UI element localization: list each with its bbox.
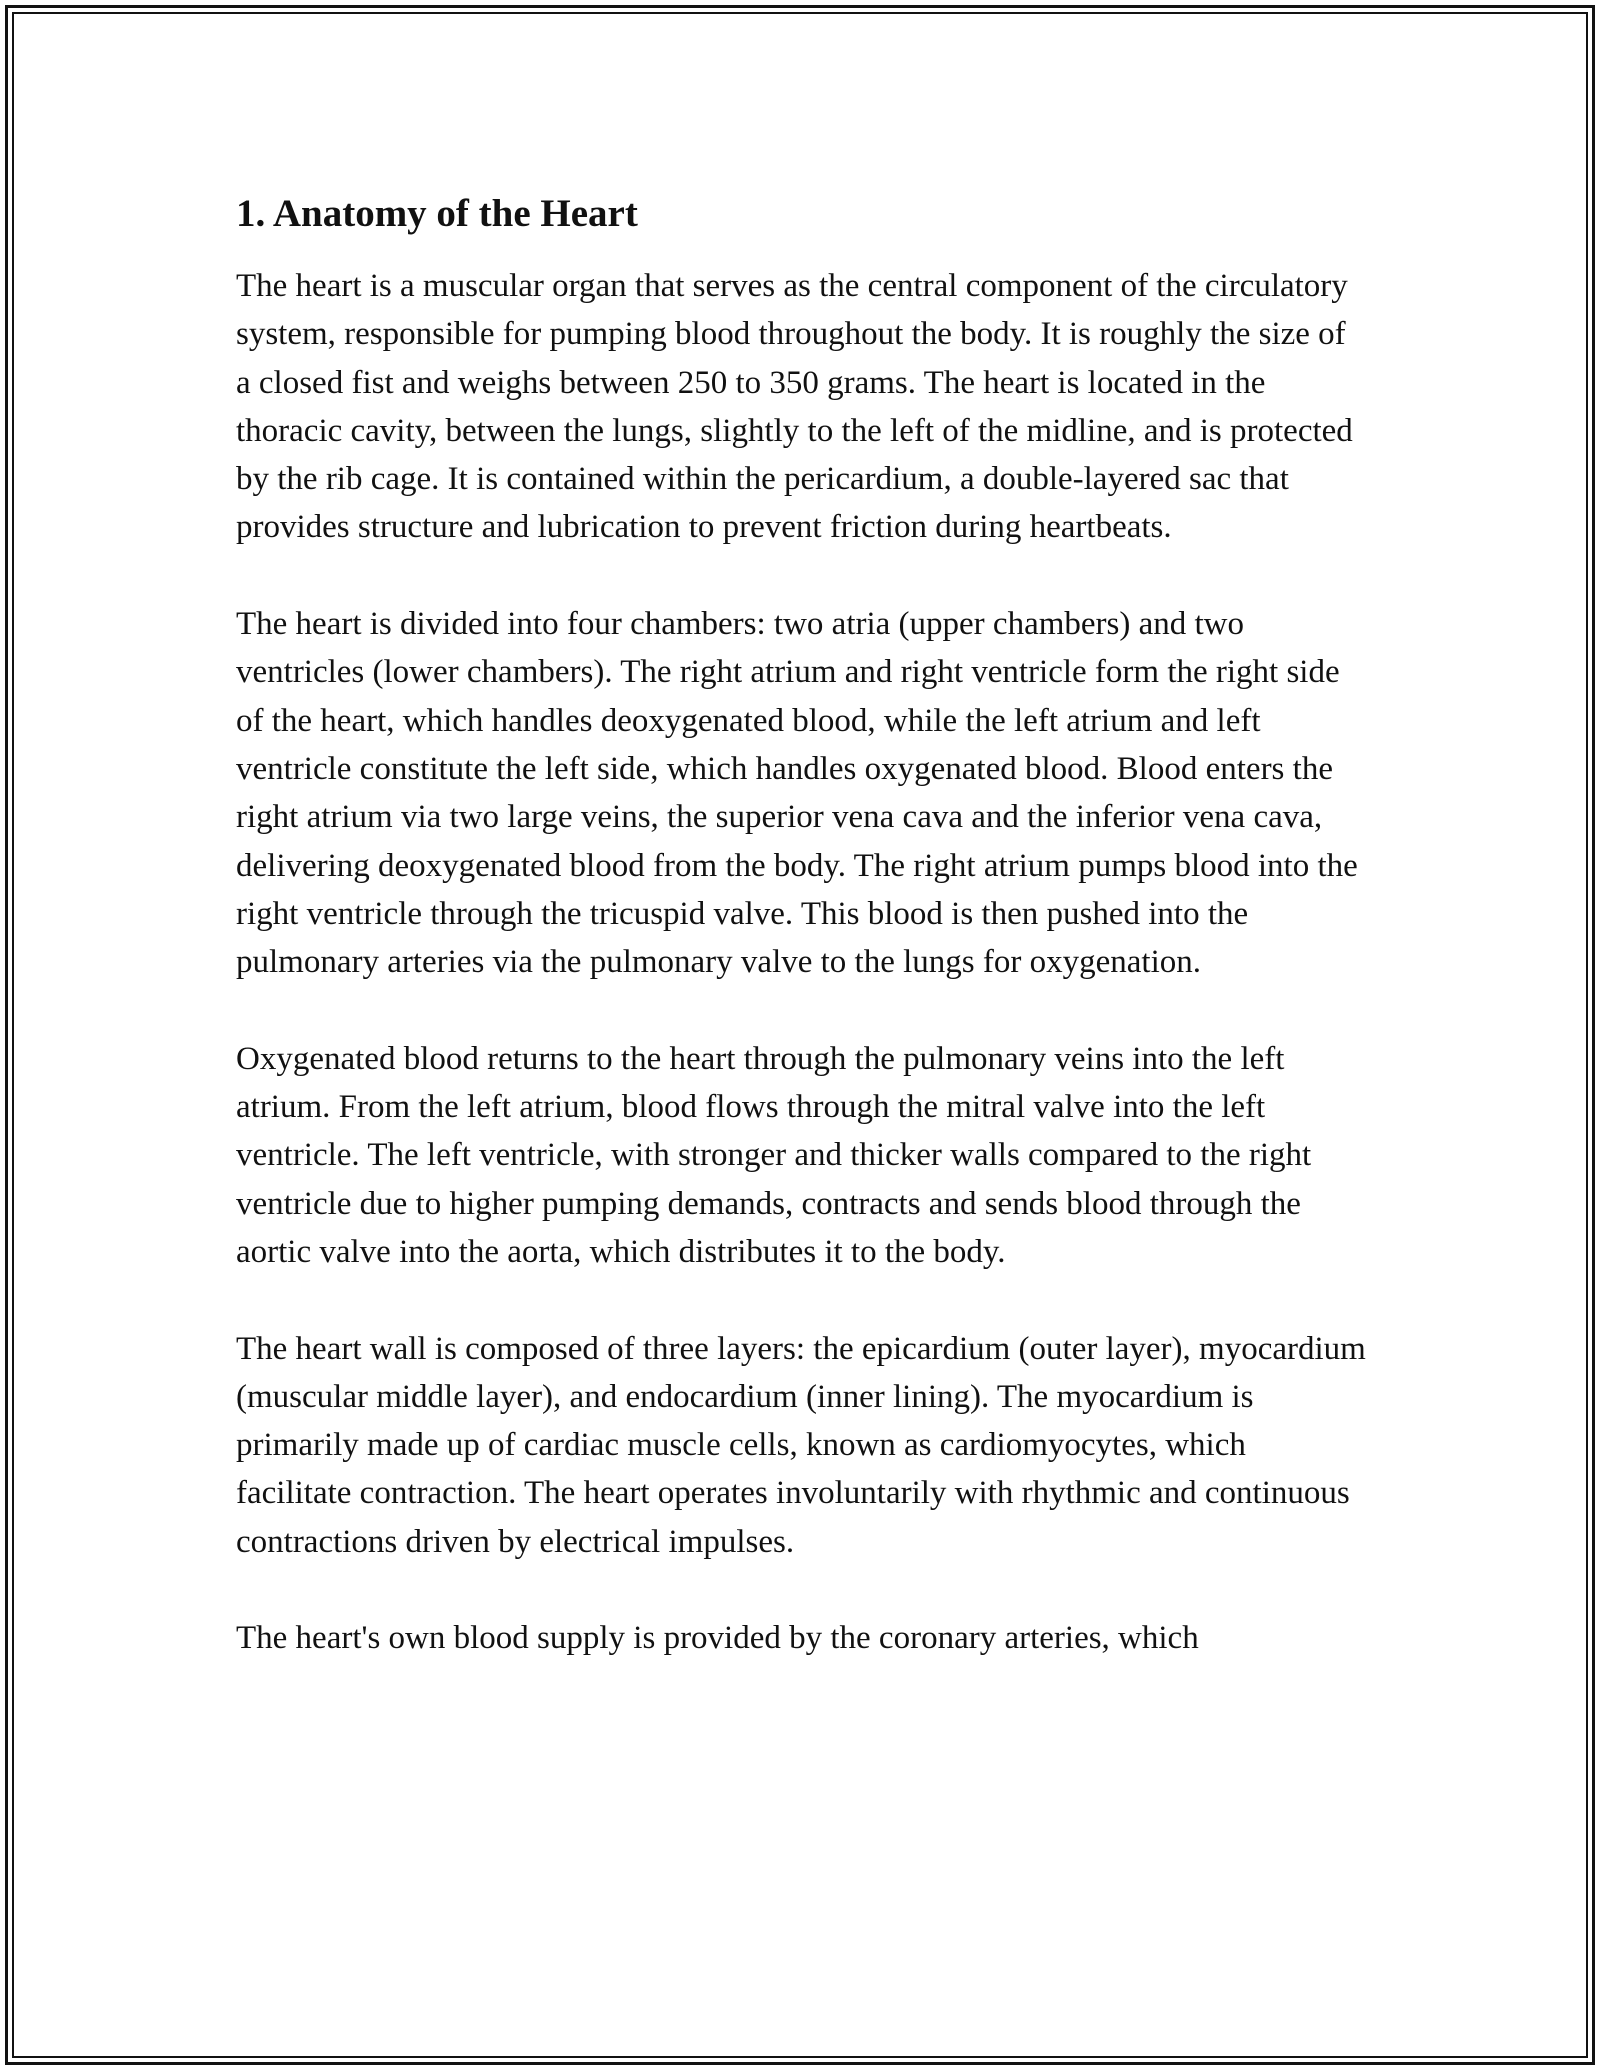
paragraph-oxygenated-blood-flow: Oxygenated blood returns to the heart through the pulmonary veins into the left atrium. From the left atrium, blood flows through the mitral valve into the left ventricle. The left ventricle, with stronger and thicker walls compared to the right ventricle due to higher pumping demands, contracts and sends blood through the aortic valve into the aorta, which distributes it to the body. — [236, 1040, 1312, 1270]
document-body — [236, 190, 1366, 1711]
paragraph-coronary-supply: The heart's own blood supply is provided by the coronary arteries, which — [236, 1620, 1199, 1657]
paragraph-heart-overview: The heart is a muscular organ that serves as the central component of the circulatory system, responsible for pumping blood throughout the body. It is roughly the size of a closed fist and weighs between 250 to 350 grams. The heart is located in the thoracic cavity, between the lungs, slightly to the left of the midline, and is protected by the rib cage. It is contained within the pericardium, a double-layered sac that provides structure and lubrication to prevent friction during heartbeats. — [236, 268, 1353, 546]
section-heading: 1. Anatomy of the Heart — [236, 192, 638, 235]
paragraph-heart-chambers: The heart is divided into four chambers: two atria (upper chambers) and two ventricles (lower chambers). The right atrium and right ventricle form the right side of the heart, which handles deoxygenated blood, while the left atrium and left ventricle constitute the left side, which handles oxygenated blood. Blood enters the right atrium via two large veins, the superior vena cava and the inferior vena cava, delivering deoxygenated blood from the body. The right atrium pumps blood into the right ventricle through the tricuspid valve. This blood is then pushed into the pulmonary arteries via the pulmonary valve to the lungs for oxygenation. — [236, 606, 1358, 981]
paragraph-heart-wall-layers: The heart wall is composed of three layers: the epicardium (outer layer), myocardium (muscular middle layer), and endocardium (inner lining). The myocardium is primarily made up of cardiac muscle cells, known as cardiomyocytes, which facilitate contraction. The heart operates involuntarily with rhythmic and continuous contractions driven by electrical impulses. — [236, 1330, 1366, 1560]
